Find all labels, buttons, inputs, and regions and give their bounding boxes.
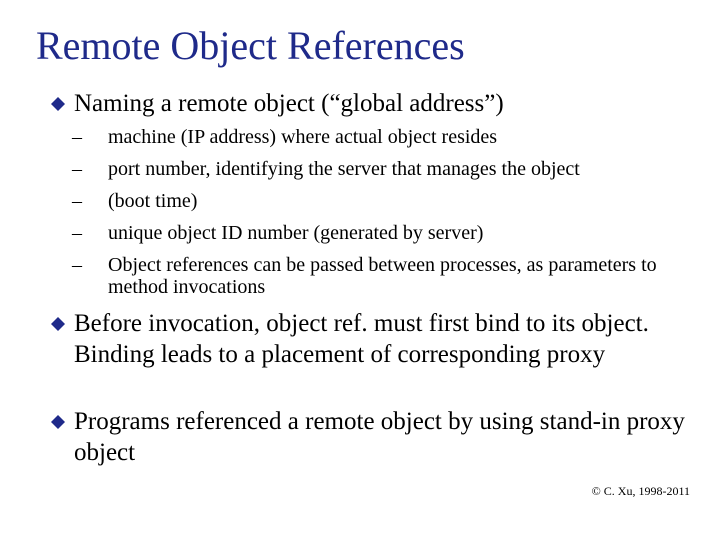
bullet-text: Before invocation, object ref. must first bind to its object. Binding leads to a placement of corresponding proxy xyxy=(74,310,649,368)
dash-marker: – xyxy=(72,126,82,148)
sub-bullet-object-references xyxy=(72,254,668,298)
sub-bullet-text: (boot time) xyxy=(108,190,198,212)
dash-marker: – xyxy=(72,222,82,244)
sub-bullet-object-id xyxy=(72,222,688,244)
sub-bullet-text: Object references can be passed between processes, as parameters to method invocations xyxy=(108,254,657,298)
bullet-text: Programs referenced a remote object by using stand-in proxy object xyxy=(74,408,685,466)
bullet-programs-referenced xyxy=(74,406,704,468)
diamond-bullet-icon xyxy=(50,96,66,112)
diamond-bullet-icon xyxy=(50,316,66,332)
bullet-before-invocation xyxy=(74,308,704,370)
dash-marker: – xyxy=(72,254,82,276)
sub-bullet-boot-time xyxy=(72,190,688,212)
dash-marker: – xyxy=(72,190,82,212)
slide-title: Remote Object References xyxy=(36,23,465,68)
sub-bullet-text: unique object ID number (generated by server) xyxy=(108,222,484,244)
sub-bullet-text: machine (IP address) where actual object resides xyxy=(108,126,498,148)
sub-bullet-machine xyxy=(72,126,688,148)
diamond-bullet-icon xyxy=(50,414,66,430)
dash-marker: – xyxy=(72,158,82,180)
bullet-text: Naming a remote object (“global address”) xyxy=(74,90,504,117)
bullet-naming xyxy=(74,88,694,119)
sub-bullet-port xyxy=(72,158,698,180)
copyright-footer: © C. Xu, 1998-2011 xyxy=(591,484,690,498)
sub-bullet-text: port number, identifying the server that manages the object xyxy=(108,158,580,180)
